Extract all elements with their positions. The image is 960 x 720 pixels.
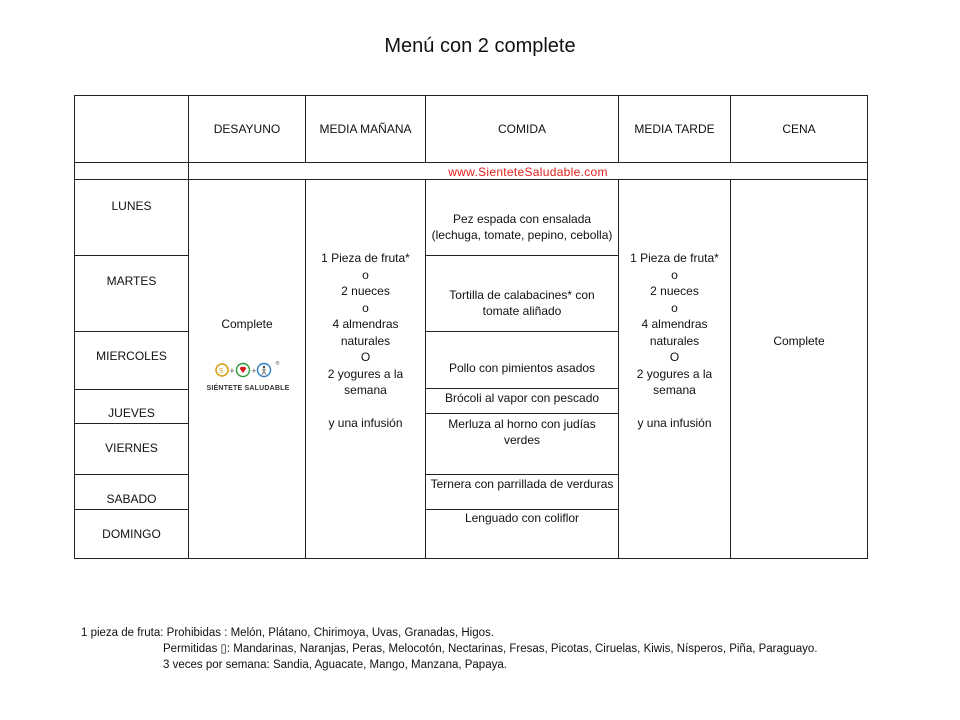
desayuno-complete: Complete (221, 317, 273, 331)
svg-text:S: S (219, 367, 224, 375)
day-jueves: JUEVES (108, 406, 155, 420)
day-martes: MARTES (106, 274, 157, 288)
snack-line: 2 nueces (341, 284, 390, 299)
snack-line: naturales (649, 333, 700, 348)
svg-text:+: + (251, 367, 257, 375)
comida-miercoles: Pollo con pimientos asados (448, 361, 596, 375)
svg-text:+: + (229, 367, 235, 375)
snack-line: 1 Pieza de fruta* (321, 251, 410, 266)
fruit-notes (81, 625, 817, 673)
header-media-manana: MEDIA MAÑANA (319, 122, 412, 136)
snack-line: o (362, 300, 369, 315)
note-prohibidas: 1 pieza de fruta: Prohibidas : Melón, Plátano, Chirimoya, Uvas, Granadas, Higos. (81, 627, 494, 639)
cena-complete: Complete (773, 334, 825, 348)
day-sabado: SABADO (106, 492, 157, 506)
comida-lunes: Pez espada con ensalada (lechuga, tomate, pepino, cebolla) (431, 212, 613, 242)
snack-line: 2 nueces (650, 284, 699, 299)
snack-line: y una infusión (328, 416, 403, 431)
snack-line: 4 almendras (332, 317, 399, 332)
day-lunes: LUNES (111, 199, 152, 213)
snack-line: o (671, 300, 678, 315)
comida-jueves: Brócoli al vapor con pescado (444, 391, 600, 405)
day-domingo: DOMINGO (102, 527, 161, 541)
header-comida: COMIDA (498, 122, 546, 136)
logo-wordmark: SIÉNTETE SALUDABLE (206, 385, 290, 392)
snack-line: semana (653, 383, 696, 398)
snack-line: o (671, 267, 678, 282)
media-tarde-options (619, 248, 730, 434)
day-viernes: VIERNES (105, 441, 158, 455)
comida-domingo: Lenguado con coliflor (464, 511, 580, 525)
header-cena: CENA (782, 122, 816, 136)
website-link[interactable]: www.SienteteSaludable.com (448, 164, 608, 179)
header-media-tarde: MEDIA TARDE (634, 122, 715, 136)
snack-line: o (362, 267, 369, 282)
snack-line: y una infusión (637, 416, 712, 431)
comida-viernes: Merluza al horno con judías verdes (448, 417, 596, 447)
page-title: Menú con 2 complete (384, 35, 576, 57)
note-permitidas: Permitidas ▯: Mandarinas, Naranjas, Peras, Melocotón, Nectarinas, Fresas, Picotas, Ciruelas, Kiwis, Nísperos, Piña, Paraguayo. (163, 643, 818, 655)
snack-line: 2 yogures a la (636, 366, 713, 381)
snack-line: O (669, 350, 680, 365)
note-tres-veces: 3 veces por semana: Sandia, Aguacate, Mango, Manzana, Papaya. (163, 659, 507, 671)
comida-sabado: Ternera con parrillada de verduras (430, 477, 614, 491)
snack-line: 1 Pieza de fruta* (630, 251, 719, 266)
snack-line: 2 yogures a la (327, 366, 404, 381)
header-desayuno: DESAYUNO (213, 122, 281, 136)
media-manana-options (306, 248, 425, 434)
snack-line: naturales (340, 333, 391, 348)
snack-line: O (360, 350, 371, 365)
svg-text:®: ® (275, 361, 280, 367)
snack-line: semana (344, 383, 387, 398)
day-miercoles: MIERCOLES (96, 349, 167, 363)
snack-line: 4 almendras (641, 317, 708, 332)
comida-martes: Tortilla de calabacines* con tomate aliñado (449, 288, 595, 318)
